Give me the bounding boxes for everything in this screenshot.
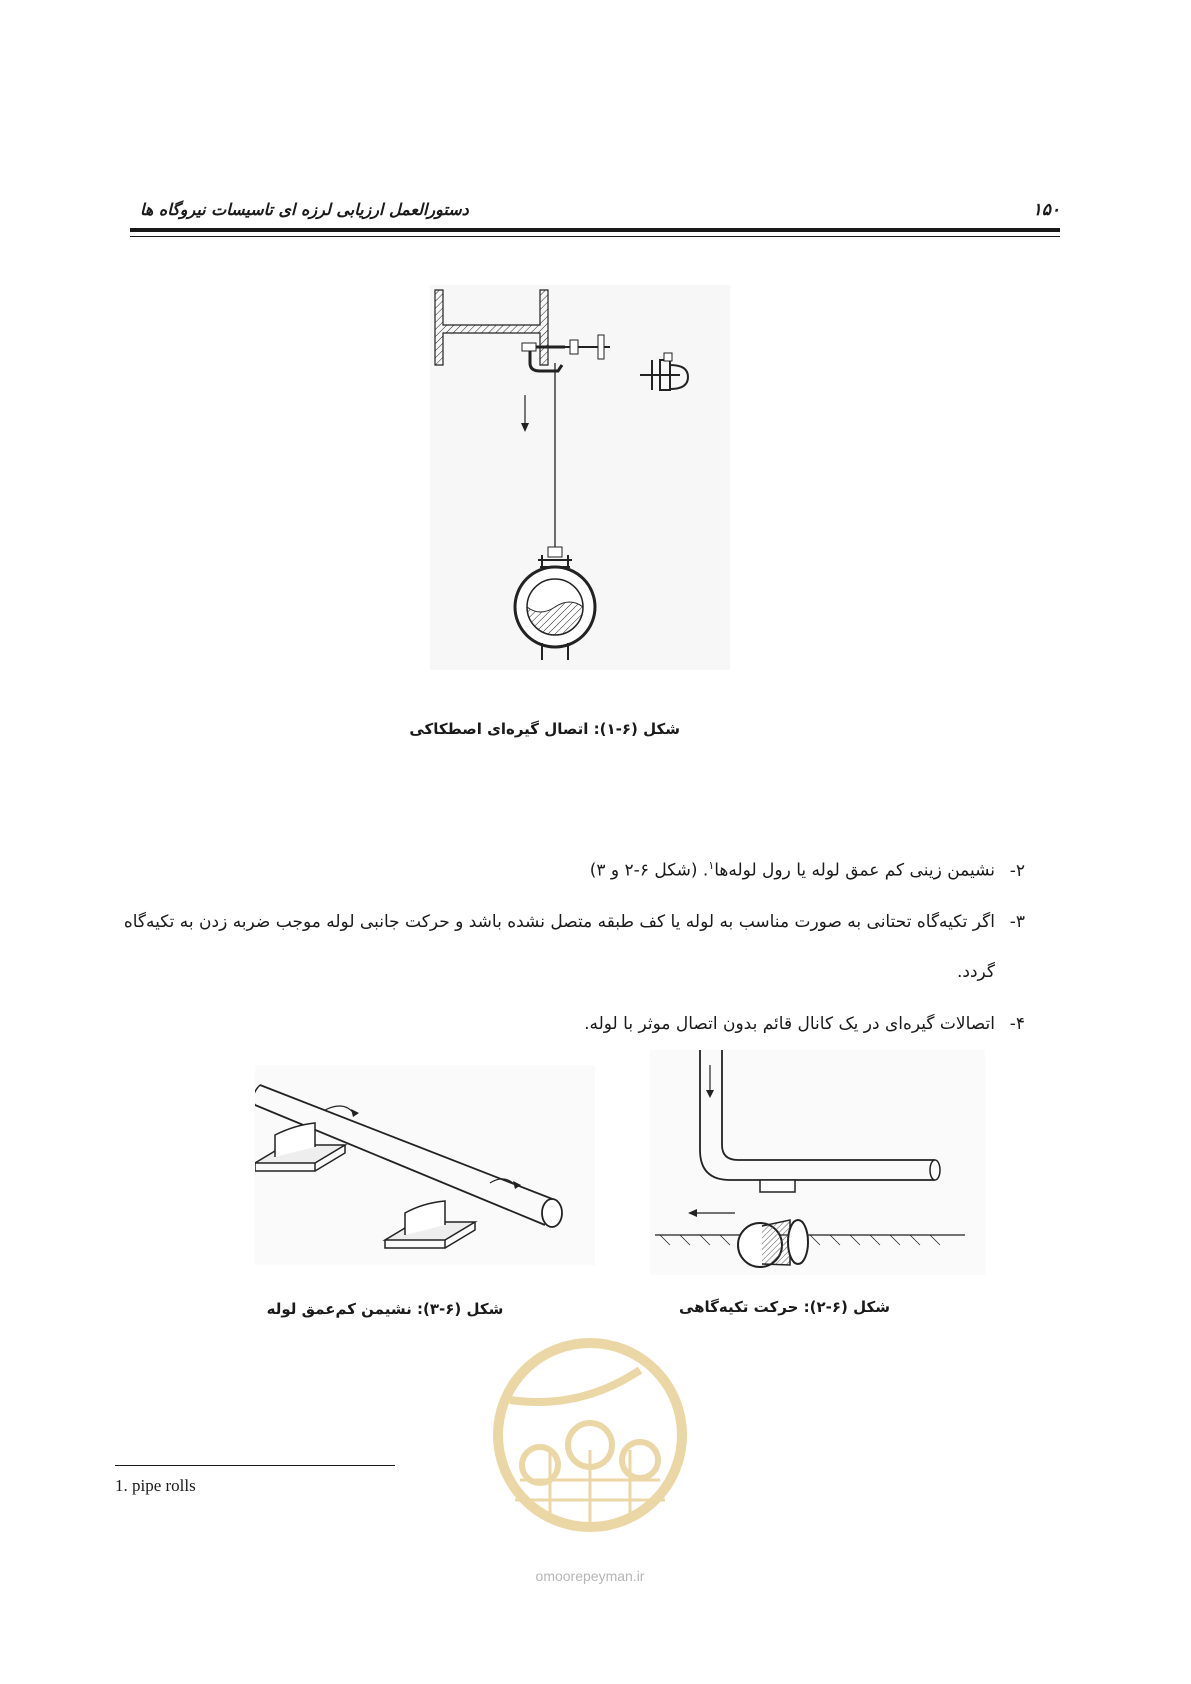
header-rule-thick (130, 228, 1060, 232)
figure-shallow-saddle (255, 1065, 595, 1265)
footnote-rule (115, 1465, 395, 1466)
item-text-after: . (شکل ۶-۲ و ۳) (589, 860, 709, 881)
list-item (120, 1010, 1025, 1038)
header-rule-thin (130, 236, 1060, 237)
item-number: ۴- (1009, 1014, 1025, 1034)
footnote-reference: ۱ (708, 859, 715, 872)
running-header-title: دستورالعمل ارزیابی لرزه ای تاسیسات نیروگاه ها (140, 200, 469, 219)
figure-1-caption: شکل (۶-۱): اتصال گیره‌ای اصطکاکی (409, 720, 680, 738)
list-item-continuation: گردد. (956, 962, 995, 982)
page-number: ۱۵۰ (1032, 200, 1060, 220)
watermark-logo (490, 1330, 690, 1560)
item-number: ۲- (1009, 860, 1025, 881)
item-text: اگر تکیه‌گاه تحتانی به صورت مناسب به لوله یا کف طبقه متصل نشده باشد و حرکت جانبی لوله موجب ضربه زدن به تکیه‌گاه (123, 912, 995, 932)
item-number: ۳- (1009, 912, 1025, 932)
footnote: 1. pipe rolls (115, 1476, 196, 1495)
figure-2-caption: شکل (۶-۲): حرکت تکیه‌گاهی (678, 1298, 890, 1316)
figure-friction-clamp (430, 285, 730, 670)
list-item (120, 852, 1025, 885)
figure-support-movement (650, 1050, 985, 1275)
figure-3-caption: شکل (۶-۳): نشیمن کم‌عمق لوله (266, 1300, 504, 1318)
item-text: اتصالات گیره‌ای در یک کانال قائم بدون اتصال موثر با لوله. (584, 1014, 995, 1034)
watermark-url: omoorepeyman.ir (535, 1568, 645, 1584)
item-text: نشیمن زینی کم عمق لوله یا رول لوله‌ها (714, 860, 995, 881)
list-item (115, 908, 1025, 936)
